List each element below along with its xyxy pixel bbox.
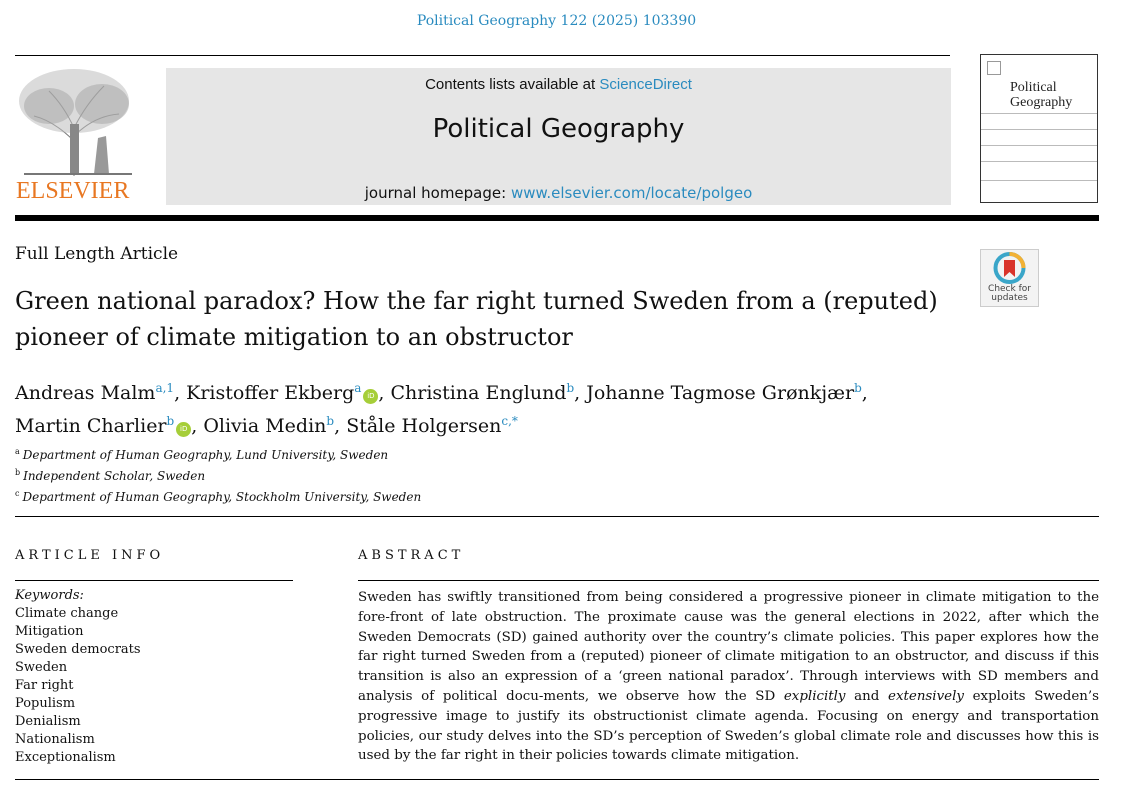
article-info-heading: ARTICLE INFO (15, 548, 165, 563)
divider (358, 580, 1099, 581)
contents-prefix: Contents lists available at (425, 76, 600, 93)
keyword: Climate change (15, 606, 119, 621)
abstract-emphasis: extensively (888, 688, 964, 704)
bookmark-badge-icon (981, 250, 1038, 284)
journal-cover-thumbnail[interactable] (980, 54, 1098, 203)
cover-title-line: Political (1010, 80, 1057, 95)
affiliation-mark: c (15, 489, 20, 498)
check-for-updates-button[interactable] (980, 249, 1039, 307)
article-title (15, 283, 965, 355)
keywords-label: Keywords: (15, 588, 84, 603)
orcid-icon[interactable]: iD (176, 422, 191, 437)
keyword: Populism (15, 696, 76, 711)
keyword: Sweden democrats (15, 642, 141, 657)
abstract-emphasis: explicitly (783, 688, 846, 704)
cover-divider (981, 161, 1097, 162)
cover-title-line: Geography (1010, 95, 1073, 110)
author-name[interactable]: Andreas Malm (15, 382, 156, 404)
keyword: Exceptionalism (15, 750, 116, 765)
sciencedirect-link[interactable]: ScienceDirect (599, 76, 692, 93)
author-affiliation-mark[interactable]: b (166, 414, 175, 428)
elsevier-logo[interactable] (14, 66, 138, 206)
author-name[interactable]: Olivia Medin (203, 415, 327, 437)
journal-title: Political Geography (432, 114, 685, 144)
author-name[interactable]: Kristoffer Ekberg (186, 382, 355, 404)
keyword: Far right (15, 678, 74, 693)
author-list: Andreas Malm$^{a,1}$, Kristoffer Ekberg$^a$iD , Christina Englund$^b$, Johanne Tagmose Grønkjær$^b$, Martin Charlier$^b$iD , Olivia Medin$^b$, Ståle Holgersen$^{c,*}$ (15, 381, 868, 437)
cover-divider (981, 129, 1097, 130)
abstract-segment: Sweden has swiftly transitioned from being considered a progressive pioneer in climate mitigation to the fore-front of late obstruction. The proximate cause was the general elections in 2022, after which the Sweden Democrats (SD) gained authority over the country’s climate policies. This paper explores how the far right turned Sweden from a (reputed) pioneer of climate mitigation to an obstructor, and discuss if this transition is also an expression of a ‘green national paradox’. Through interviews with SD members and analysis of political docu-ments, we observe how the SD (358, 590, 1099, 704)
author-name[interactable]: Johanne Tagmose Grønkjær (586, 382, 855, 404)
author-affiliation-mark[interactable]: b (566, 381, 575, 395)
contents-line (166, 76, 951, 93)
author-name[interactable]: Christina Englund (390, 382, 567, 404)
keyword: Mitigation (15, 624, 84, 639)
publisher-wordmark: ELSEVIER (16, 178, 130, 204)
abstract-segment: and (845, 688, 889, 704)
cover-divider (981, 113, 1097, 114)
affiliation-mark: b (15, 468, 21, 477)
homepage-line (166, 184, 951, 202)
journal-banner (166, 68, 951, 205)
cover-logo-icon (987, 61, 1001, 75)
author-affiliation-mark[interactable]: a (354, 381, 362, 395)
orcid-icon[interactable]: iD (363, 389, 378, 404)
affiliation-list (15, 443, 421, 506)
author-affiliation-mark[interactable]: b (854, 381, 862, 395)
author-name[interactable]: Martin Charlier (15, 415, 167, 437)
keyword: Nationalism (15, 732, 95, 747)
article-title-line: pioneer of climate mitigation to an obstructor (15, 323, 573, 351)
check-updates-text: Check for (988, 284, 1031, 294)
cover-divider (981, 180, 1097, 181)
affiliation-text: Department of Human Geography, Lund University, Sweden (22, 448, 389, 462)
author-affiliation-mark[interactable]: b (326, 414, 335, 428)
check-updates-label (981, 285, 1038, 303)
divider (15, 516, 1099, 517)
keywords-list (15, 587, 141, 767)
affiliation (15, 443, 421, 464)
divider (15, 55, 950, 56)
divider (15, 580, 293, 581)
header-thick-divider (15, 215, 1099, 221)
affiliation (15, 464, 421, 485)
article-type: Full Length Article (15, 244, 179, 264)
tree-icon (14, 66, 138, 178)
journal-citation[interactable]: Political Geography 122 (2025) 103390 (416, 13, 697, 29)
cover-title (1010, 80, 1072, 110)
keyword: Denialism (15, 714, 81, 729)
keyword: Sweden (15, 660, 68, 675)
author-affiliation-mark[interactable]: c,* (501, 414, 518, 428)
journal-homepage-link[interactable]: www.elsevier.com/locate/polgeo (510, 184, 753, 202)
abstract-text (358, 588, 1099, 766)
affiliation-mark: a (15, 447, 20, 456)
cover-divider (981, 145, 1097, 146)
divider (15, 779, 1099, 780)
article-title-line: Green national paradox? How the far right turned Sweden from a (reputed) (15, 287, 938, 315)
affiliation-text: Independent Scholar, Sweden (23, 469, 206, 483)
affiliation (15, 485, 421, 506)
abstract-segment: exploits Sweden’s progressive image to justify its obstructionist climate agenda. Focusing on energy and transportation policies, our study delves into the SD’s perception of Sweden’s global climate role and discusses how this is used by the far right in their policies towards climate mitigation. (358, 688, 1100, 764)
homepage-prefix: journal homepage: (364, 184, 511, 202)
abstract-heading: ABSTRACT (358, 548, 465, 563)
check-updates-text: updates (991, 293, 1028, 303)
author-name[interactable]: Ståle Holgersen (346, 415, 502, 437)
author-affiliation-mark[interactable]: a,1 (155, 381, 175, 395)
affiliation-text: Department of Human Geography, Stockholm University, Sweden (22, 490, 422, 504)
